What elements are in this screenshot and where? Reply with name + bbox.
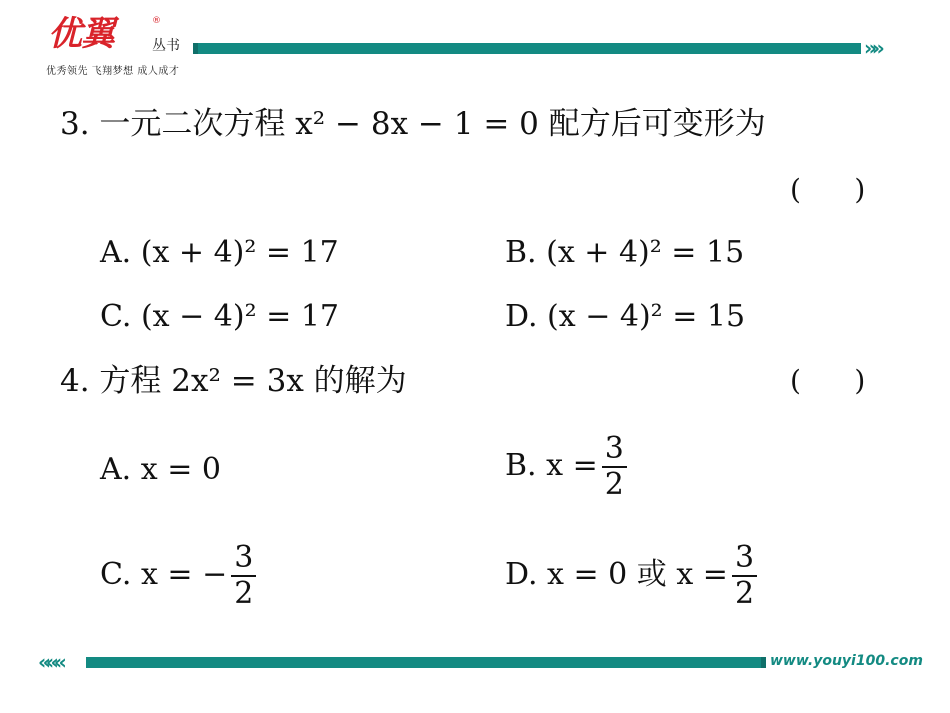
fraction-numerator: 3 [602,432,627,468]
question-4-option-c [100,541,256,611]
website-link[interactable]: www.youyi100.com [770,653,923,669]
question-3-option-a: A. (x + 4)² = 17 [100,235,339,270]
question-3-option-c: C. (x − 4)² = 17 [100,299,339,334]
question-4-option-d [505,541,757,611]
fraction [602,432,627,502]
question-4-stem: 4. 方程 2x² = 3x 的解为 [60,363,407,399]
fraction [231,541,256,611]
question-4-option-b [505,432,627,502]
fraction-numerator: 3 [231,541,256,577]
fraction [732,541,757,611]
question-3-option-b: B. (x + 4)² = 15 [505,235,745,270]
question-3-answer-blank: ( ) [790,173,866,206]
fraction-denominator: 2 [604,467,624,502]
option-b-prefix: B. x = [505,448,598,483]
forward-arrows-icon: »» [864,36,880,60]
registered-mark: ® [152,16,161,26]
slogan: 优秀领先 飞翔梦想 成人成才 [46,66,180,77]
option-d-prefix: D. x = 0 或 x = [505,557,728,592]
fraction-denominator: 2 [734,576,755,611]
series-label: 丛书 [152,38,180,54]
fraction-denominator: 2 [234,576,254,611]
option-c-prefix: C. x = − [100,557,228,592]
question-3-option-d: D. (x − 4)² = 15 [505,299,746,334]
fraction-numerator: 3 [732,541,757,577]
footer-bar [86,657,766,668]
question-3-stem: 3. 一元二次方程 x² − 8x − 1 = 0 配方后可变形为 [60,106,766,142]
logo-text: 优翼 [48,14,114,54]
question-4-option-a: A. x = 0 [100,452,221,487]
header-bar [193,43,861,54]
question-4-answer-blank: ( ) [790,364,866,397]
back-arrows-icon: ««« [38,650,62,674]
